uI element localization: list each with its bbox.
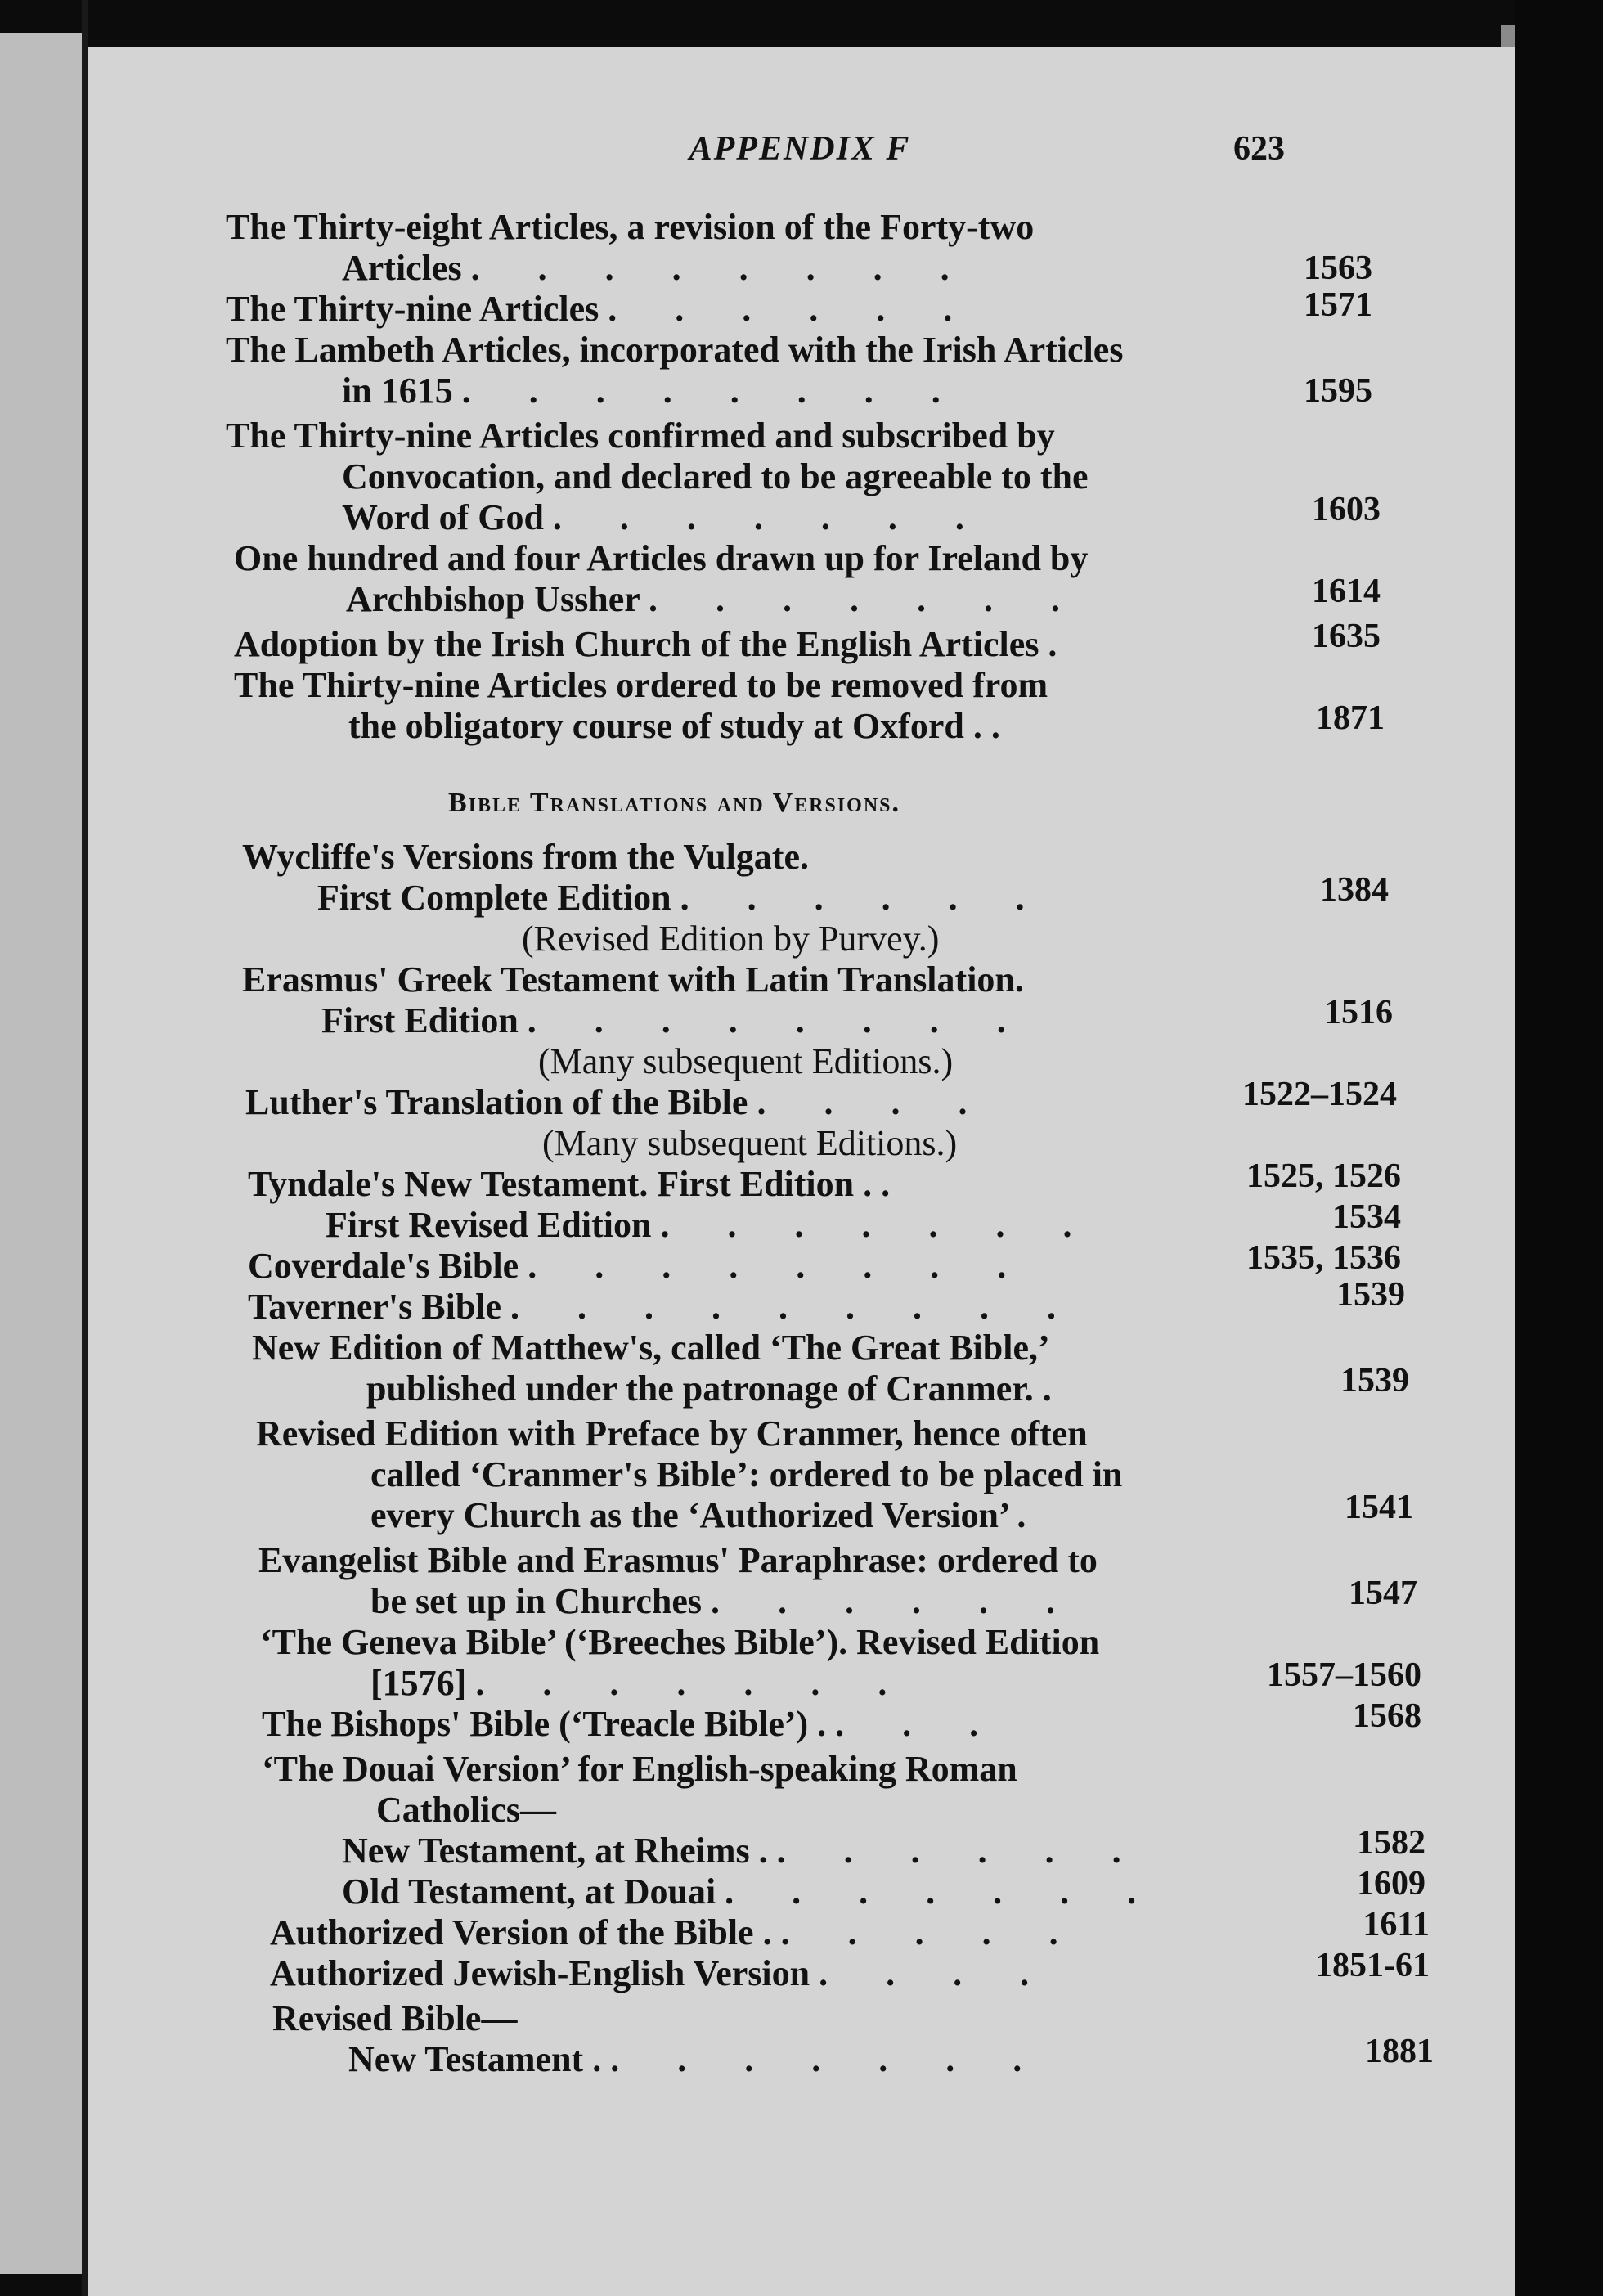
entry-date: 1595 xyxy=(1304,372,1372,410)
bible-entry: Coverdale's Bible . . . . . . . . xyxy=(248,1246,1031,1286)
bible-entry: Catholics— xyxy=(376,1790,556,1830)
page-header xyxy=(88,129,1515,203)
bible-date: 1539 xyxy=(1340,1362,1409,1400)
bible-entry: New Testament . . . . . . . . xyxy=(348,2039,1047,2079)
bible-entry: Authorized Version of the Bible . . . . . . xyxy=(270,1912,1083,1952)
bible-date: 1568 xyxy=(1353,1697,1421,1735)
bible-date: 1516 xyxy=(1324,994,1393,1031)
bible-entry: First Revised Edition . . . . . . . xyxy=(326,1205,1097,1245)
entry-text: The Thirty-nine Articles ordered to be removed from xyxy=(234,665,1048,705)
bible-date: 1547 xyxy=(1349,1575,1417,1612)
bible-date: 1851-61 xyxy=(1315,1947,1430,1984)
bible-date: 1582 xyxy=(1357,1824,1426,1862)
entry-text: the obligatory course of study at Oxford . . xyxy=(348,706,1025,746)
bible-entry: Old Testament, at Douai . . . . . . . xyxy=(342,1871,1161,1912)
entry-date: 1871 xyxy=(1316,699,1385,737)
bible-date: 1557–1560 xyxy=(1267,1656,1421,1694)
bible-entry: Taverner's Bible . . . . . . . . . xyxy=(248,1287,1081,1327)
bible-entry: be set up in Churches . . . . . . xyxy=(370,1581,1080,1621)
book-page xyxy=(88,47,1515,2296)
bible-date: 1611 xyxy=(1363,1906,1430,1943)
bible-date: 1384 xyxy=(1320,871,1389,909)
bible-entry: Revised Edition with Preface by Cranmer, hence often xyxy=(256,1413,1088,1454)
section-heading: Bible Translations and Versions. xyxy=(448,788,901,818)
bible-note: (Revised Edition by Purvey.) xyxy=(522,919,940,959)
bible-entry: Wycliffe's Versions from the Vulgate. xyxy=(242,837,809,877)
bible-date: 1525, 1526 xyxy=(1246,1157,1401,1195)
bible-entry: Revised Bible— xyxy=(272,1998,518,2038)
bible-date: 1541 xyxy=(1345,1489,1413,1526)
page-number: 623 xyxy=(1233,130,1285,168)
bible-entry: called ‘Cranmer's Bible’: ordered to be placed in xyxy=(370,1454,1123,1494)
entry-date: 1563 xyxy=(1304,249,1372,287)
bible-entry: First Complete Edition . . . . . . xyxy=(317,878,1049,918)
bible-entry: Tyndale's New Testament. First Edition . . xyxy=(248,1164,915,1204)
bible-date: 1534 xyxy=(1332,1198,1401,1236)
bible-entry: Erasmus' Greek Testament with Latin Translation. xyxy=(242,959,1024,1000)
running-head: APPENDIX F xyxy=(689,130,911,168)
entry-text: One hundred and four Articles drawn up for Ireland by xyxy=(234,538,1089,578)
entry-text: Archbishop Ussher . . . . . . . xyxy=(346,579,1085,619)
right-border xyxy=(1515,0,1603,2296)
bible-entry: [1576] . . . . . . . xyxy=(370,1663,912,1703)
bible-date: 1609 xyxy=(1357,1865,1426,1903)
bible-entry: ‘The Douai Version’ for English-speaking Roman xyxy=(262,1749,1017,1789)
entry-text: The Lambeth Articles, incorporated with the Irish Articles xyxy=(226,330,1124,370)
entry-text: The Thirty-nine Articles confirmed and subscribed by xyxy=(226,416,1055,456)
bible-date: 1535, 1536 xyxy=(1246,1239,1401,1277)
entry-text: The Thirty-eight Articles, a revision of the Forty-two xyxy=(226,207,1035,247)
entry-text: Word of God . . . . . . . xyxy=(342,497,989,537)
bible-note: (Many subsequent Editions.) xyxy=(538,1041,954,1081)
left-page-edge xyxy=(0,33,88,2274)
bible-entry: New Edition of Matthew's, called ‘The Great Bible,’ xyxy=(252,1328,1050,1368)
bible-note: (Many subsequent Editions.) xyxy=(542,1123,958,1163)
left-border-rule xyxy=(82,0,88,2296)
entry-date: 1571 xyxy=(1304,286,1372,324)
entry-text: Articles . . . . . . . . xyxy=(342,248,974,288)
bible-entry: ‘The Geneva Bible’ (‘Breeches Bible’). Revised Edition xyxy=(260,1622,1100,1662)
bible-entry: New Testament, at Rheims . . . . . . . xyxy=(342,1831,1146,1871)
entry-date: 1635 xyxy=(1312,618,1381,655)
bible-entry: every Church as the ‘Authorized Version’ . xyxy=(370,1495,1051,1535)
entry-text: in 1615 . . . . . . . . xyxy=(342,371,965,411)
bible-entry: The Bishops' Bible (‘Treacle Bible’) . . . . xyxy=(262,1704,1004,1744)
entry-text: Convocation, and declared to be agreeable to the xyxy=(342,456,1089,496)
bible-entry: Luther's Translation of the Bible . . . . xyxy=(245,1082,992,1122)
bible-date: 1881 xyxy=(1365,2033,1434,2070)
entry-text: Adoption by the Irish Church of the English Articles . xyxy=(234,624,1057,664)
entry-text: The Thirty-nine Articles . . . . . . xyxy=(226,289,977,329)
entry-date: 1603 xyxy=(1312,491,1381,528)
bible-entry: Authorized Jewish-English Version . . . . xyxy=(270,1953,1054,1993)
bible-entry: published under the patronage of Cranmer. . xyxy=(366,1368,1076,1409)
bible-entry: First Edition . . . . . . . . xyxy=(321,1000,1030,1040)
bible-date: 1522–1524 xyxy=(1242,1076,1397,1113)
bible-date: 1539 xyxy=(1336,1276,1405,1314)
bible-entry: Evangelist Bible and Erasmus' Paraphrase: ordered to xyxy=(258,1540,1098,1580)
entry-date: 1614 xyxy=(1312,573,1381,610)
